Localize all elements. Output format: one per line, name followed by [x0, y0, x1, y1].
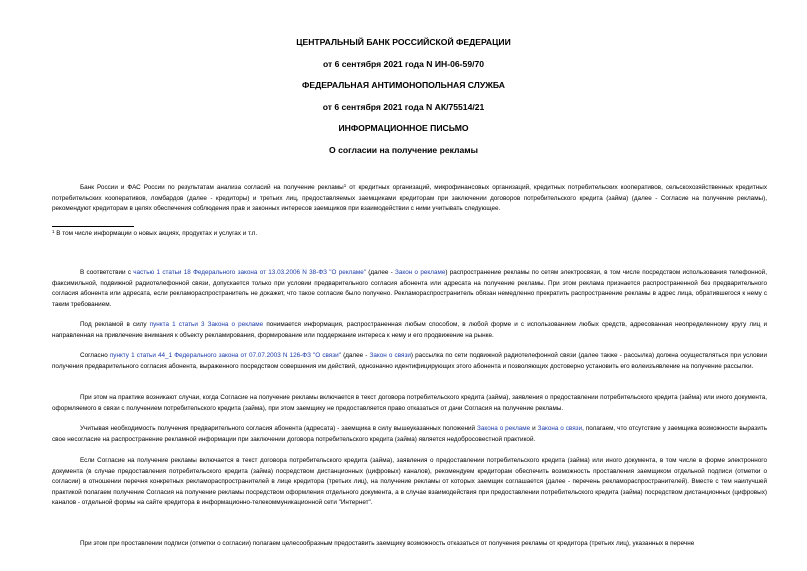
paragraph-3: Под рекламой в силу пункта 1 статьи 3 Закона о рекламе понимается информация, распространенная любым способом, в любой форме и с использованием любых средств, адресованная неопределенному кругу лиц и направленная на привлечение внимания к объекту рекламирования, формирование или поддержание интереса к нему и его продвижение на рынке.	[52, 321, 767, 339]
link-communications-law-2[interactable]: Закона о связи	[537, 425, 583, 432]
footnote-number: 1	[52, 229, 55, 234]
paragraph-1: Банк России и ФАС России по результатам анализа согласий на получение рекламы$^1$ от кредитных организаций, микрофинансовых организаций, кредитных потребительских кооперативов, сельскохозяйственных кредитных потребительских кооперативов, ломбардов (далее - кредиторы) и третьих лиц, предоставляемых заемщиками кредиторам при заключении договоров потребительского кредита (займа) (далее - Согласие на получение рекламы), рекомендуют кредиторам в целях обеспечения соблюдения прав и законных интересов заемщиков при взаимодействии с ними учитывать следующее.	[52, 183, 767, 213]
paragraph-4: Согласно пункту 1 статьи 44_1 Федерального закона от 07.07.2003 N 126-ФЗ "О связи" (далее - Закон о связи) рассылка по сети подвижной радиотелефонной связи (далее также - рассылка) должна осуществляться при условии получения предварительного согласия абонента, выраженного посредством совершения им действий, однозначно идентифицирующих этого абонента и позволяющих достоверно установить его волеизъявление на получение рассылки.	[52, 352, 768, 370]
link-advertising-law-article-18[interactable]: частью 1 статьи 18 Федерального закона от 13.03.2006 N 38-ФЗ "О рекламе"	[133, 269, 366, 276]
paragraph-8: При этом при проставлении подписи (отметки о согласии) полагаем целесообразным предоставить заемщику возможность отказаться от получения рекламы от кредитора (третьих лиц), указанных в перечне	[80, 540, 695, 547]
link-advertising-law-article-3[interactable]: пункта 1 статьи 3 Закона о рекламе	[149, 321, 264, 328]
paragraph-5: При этом на практике возникают случаи, когда Согласие на получение рекламы включается в текст договора потребительского кредита (займа), заявления о предоставлении потребительского кредита (займа) или иного документа, оформляемого в связи с получением потребительского кредита (займа), при этом заемщику не предоставляется право отказаться от дачи Согласия на получение рекламы.	[52, 394, 767, 412]
link-communications-law[interactable]: Закон о связи	[369, 352, 411, 359]
document-type-title: ИНФОРМАЦИОННОЕ ПИСЬМО	[338, 123, 469, 133]
footnote-marker[interactable]: 1	[343, 183, 347, 188]
document-subject-title: О согласии на получение рекламы	[329, 145, 478, 155]
issuer-title-fas: ФЕДЕРАЛЬНАЯ АНТИМОНОПОЛЬНАЯ СЛУЖБА	[302, 80, 505, 90]
paragraph-7: Если Согласие на получение рекламы включается в текст договора потребительского кредита (займа), заявления о предоставлении потребительского кредита (займа) или иного документа, в том числе в форме электронного документа (в случае предоставления потребительского кредита (займа) посредством дистанционных (цифровых) каналов), рекомендуем кредиторам обеспечить возможность проставления заемщиком отдельной подписи (отметки о согласии) в отношении перечня конкретных рекламораспространителей в лице кредитора (третьих лиц), на получение рекламы от которых заемщик соглашается (далее - перечень рекламораспространителей). Вместе с тем наилучшей практикой полагаем получение Согласия на получение рекламы посредством оформления отдельного документа, а в случае взаимодействия при предоставлении потребительского кредита (займа) посредством дистанционных (цифровых) каналов - отдельной формы на сайте кредитора в информационно-телекоммуникационной сети "Интернет".	[52, 457, 767, 507]
issuer-title-central-bank: ЦЕНТРАЛЬНЫЙ БАНК РОССИЙСКОЙ ФЕДЕРАЦИИ	[296, 37, 511, 47]
paragraph-2: В соответствии с частью 1 статьи 18 Федерального закона от 13.03.2006 N 38-ФЗ "О рекламе" (далее - Закон о рекламе) распространение рекламы по сетям электросвязи, в том числе посредством использования телефонной, факсимильной, подвижной радиотелефонной связи, допускается только при условии предварительного согласия абонента или адресата на получение рекламы. При этом реклама признается распространенной без предварительного согласия абонента или адресата, если рекламораспространитель не докажет, что такое согласие было получено. Рекламораспространитель обязан немедленно прекратить распространение рекламы в адрес лица, обратившегося к нему с таким требованием.	[52, 269, 767, 308]
link-advertising-law[interactable]: Закон о рекламе	[395, 269, 446, 276]
paragraph-6: Учитывая необходимость получения предварительного согласия абонента (адресата) - заемщика в силу вышеуказанных положений Закона о рекламе и Закона о связи, полагаем, что отсутствие у заемщика возможности выразить свое несогласие на распространение рекламной информации при заключении договора потребительского кредита (займа) является недобросовестной практикой.	[52, 425, 768, 443]
issuer-date-central-bank: от 6 сентября 2021 года N ИН-06-59/70	[322, 59, 485, 69]
footnote: $^1$ В том числе информации о новых акциях, продуктах и услугах и т.п.	[52, 229, 258, 237]
link-communications-law-article-44-1[interactable]: пункту 1 статьи 44_1 Федерального закона от 07.07.2003 N 126-ФЗ "О связи"	[109, 352, 341, 359]
issuer-date-fas: от 6 сентября 2021 года N АК/75514/21	[322, 102, 485, 112]
link-advertising-law-2[interactable]: Закона о рекламе	[477, 425, 531, 432]
footnote-divider	[52, 226, 134, 227]
